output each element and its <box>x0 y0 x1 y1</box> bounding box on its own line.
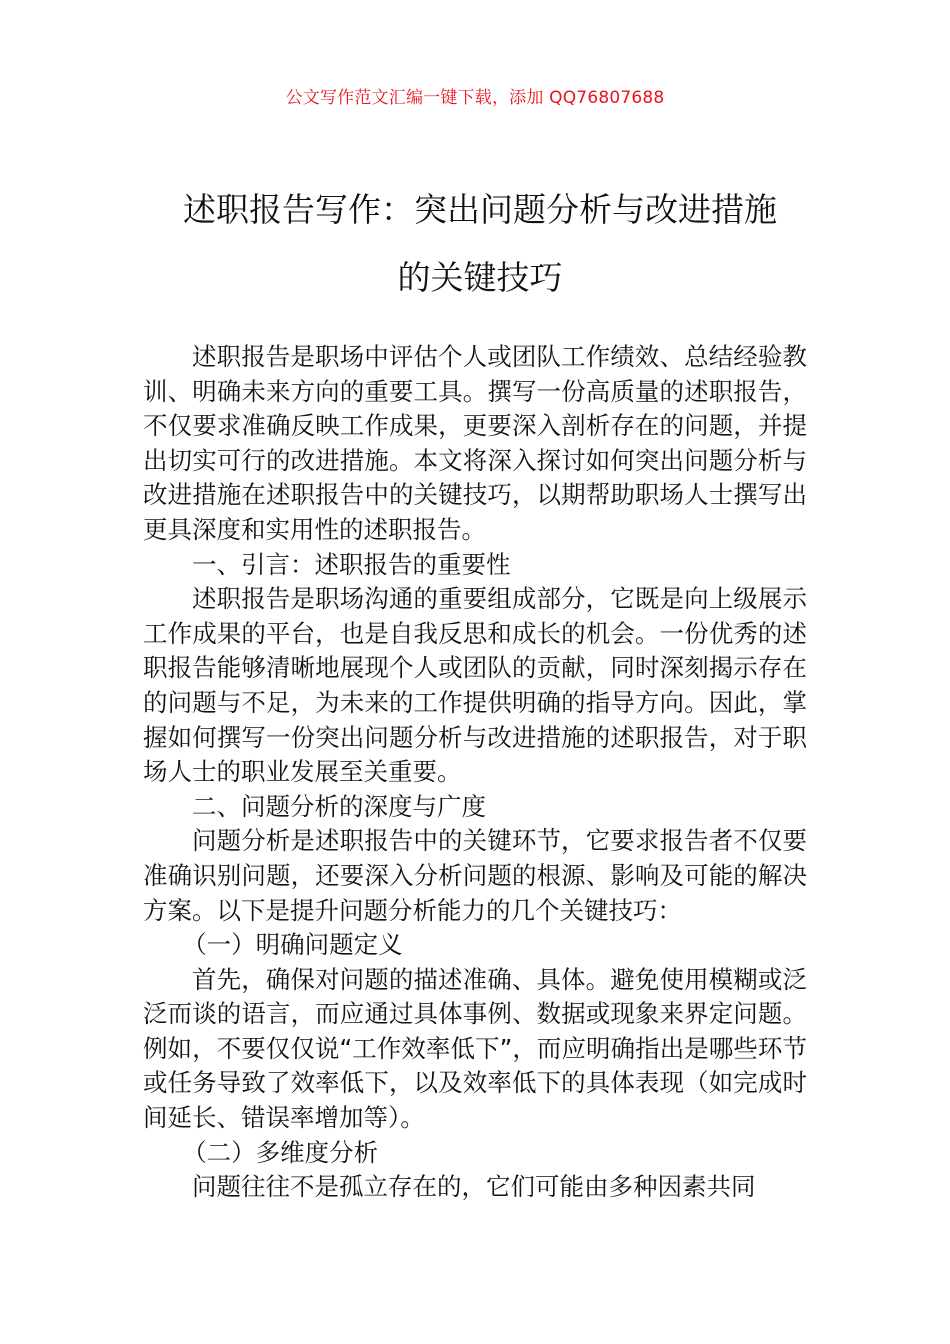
document-title-line-1: 述职报告写作：突出问题分析与改进措施 <box>183 190 777 229</box>
section-heading-1: 一、引言：述职报告的重要性 <box>192 549 511 579</box>
subsection-heading-1: （一）明确问题定义 <box>182 930 403 960</box>
intro-paragraph: 述职报告是职场中评估个人或团队工作绩效、总结经验教训、明确未来方向的重要工具。撰写一份高质量的述职报告，不仅要求准确反映工作成果，更要深入剖析存在的问题，并提出切实可行的改进措施。本文将深入探讨如何突出问题分析与改进措施在述职报告中的关键技巧，以期帮助职场人士撰写出更具深度和实用性的述职报告。 <box>143 342 807 544</box>
document-title-line-2: 的关键技巧 <box>397 258 563 297</box>
subsection-1-paragraph: 首先，确保对问题的描述准确、具体。避免使用模糊或泛泛而谈的语言，而应通过具体事例、数据或现象来界定问题。例如，不要仅仅说“工作效率低下”，而应明确指出是哪些环节或任务导致了效率低下，以及效率低下的具体表现（如完成时间延长、错误率增加等）。 <box>143 964 807 1133</box>
download-promo-note: 公文写作范文汇编一键下载，添加 QQ76807688 <box>285 88 665 108</box>
subsection-heading-2: （二）多维度分析 <box>182 1137 379 1167</box>
section-1-paragraph: 述职报告是职场沟通的重要组成部分，它既是向上级展示工作成果的平台，也是自我反思和成长的机会。一份优秀的述职报告能够清晰地展现个人或团队的贡献，同时深刻揭示存在的问题与不足，为未来的工作提供明确的指导方向。因此，掌握如何撰写一份突出问题分析与改进措施的述职报告，对于职场人士的职业发展至关重要。 <box>143 584 807 787</box>
subsection-2-paragraph: 问题往往不是孤立存在的，它们可能由多种因素共同 <box>192 1172 756 1202</box>
section-2-paragraph: 问题分析是述职报告中的关键环节，它要求报告者不仅要准确识别问题，还要深入分析问题的根源、影响及可能的解决方案。以下是提升问题分析能力的几个关键技巧： <box>143 826 807 925</box>
document-title <box>140 176 820 312</box>
section-heading-2: 二、问题分析的深度与广度 <box>192 791 486 821</box>
document-body <box>143 340 807 1205</box>
